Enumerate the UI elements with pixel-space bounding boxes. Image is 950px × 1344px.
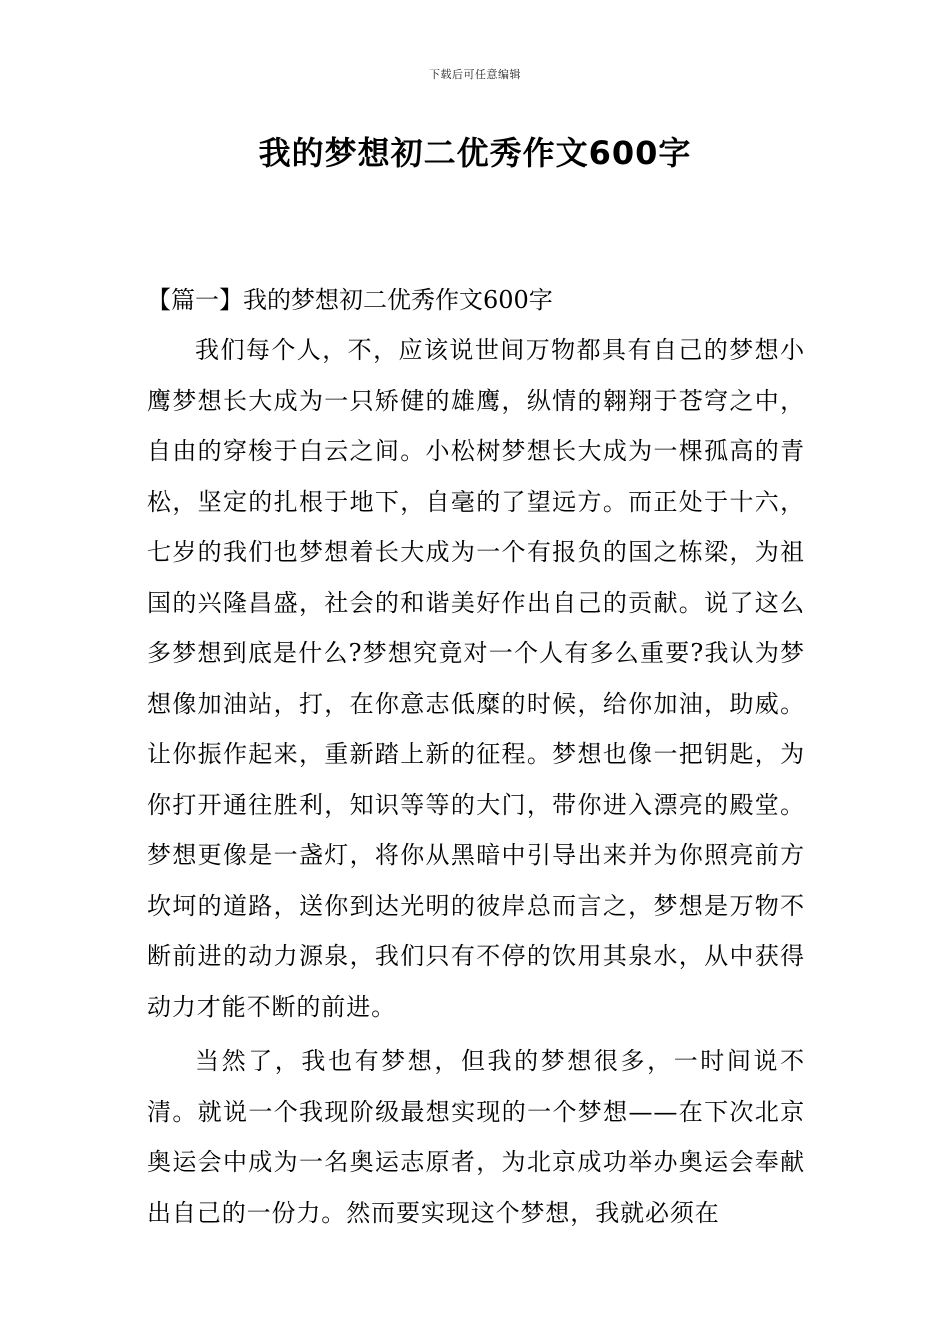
section-heading: 【篇一】我的梦想初二优秀作文600字 <box>147 286 553 314</box>
page-title: 我的梦想初二优秀作文600字 <box>258 134 692 172</box>
header-note: 下载后可任意编辑 <box>429 68 521 81</box>
document-body <box>147 275 805 1238</box>
paragraph-1: 我们每个人，不，应该说世间万物都具有自己的梦想小鹰梦想长大成为一只矫健的雄鹰，纵情的翱翔于苍穹之中，自由的穿梭于白云之间。小松树梦想长大成为一棵孤高的青松，坚定的扎根于地下，自毫的了望远方。而正处于十六，七岁的我们也梦想着长大成为一个有报负的国之栋梁，为祖国的兴隆昌盛，社会的和谐美好作出自己的贡献。说了这么多梦想到底是什么?梦想究竟对一个人有多么重要?我认为梦想像加油站，打，在你意志低糜的时候，给你加油，助威。让你振作起来，重新踏上新的征程。梦想也像一把钥匙，为你打开通往胜利，知识等等的大门，带你进入漂亮的殿堂。梦想更像是一盏灯，将你从黑暗中引导出来并为你照亮前方坎坷的道路，送你到达光明的彼岸总而言之，梦想是万物不断前进的动力源泉，我们只有不停的饮用其泉水，从中获得动力才能不断的前进。 <box>147 336 805 1021</box>
paragraph-2: 当然了，我也有梦想，但我的梦想很多，一时间说不清。就说一个我现阶级最想实现的一个梦想——在下次北京奥运会中成为一名奥运志原者，为北京成功举办奥运会奉献出自己的一份力。然而要实现这个梦想，我就必须在 <box>147 1047 805 1227</box>
